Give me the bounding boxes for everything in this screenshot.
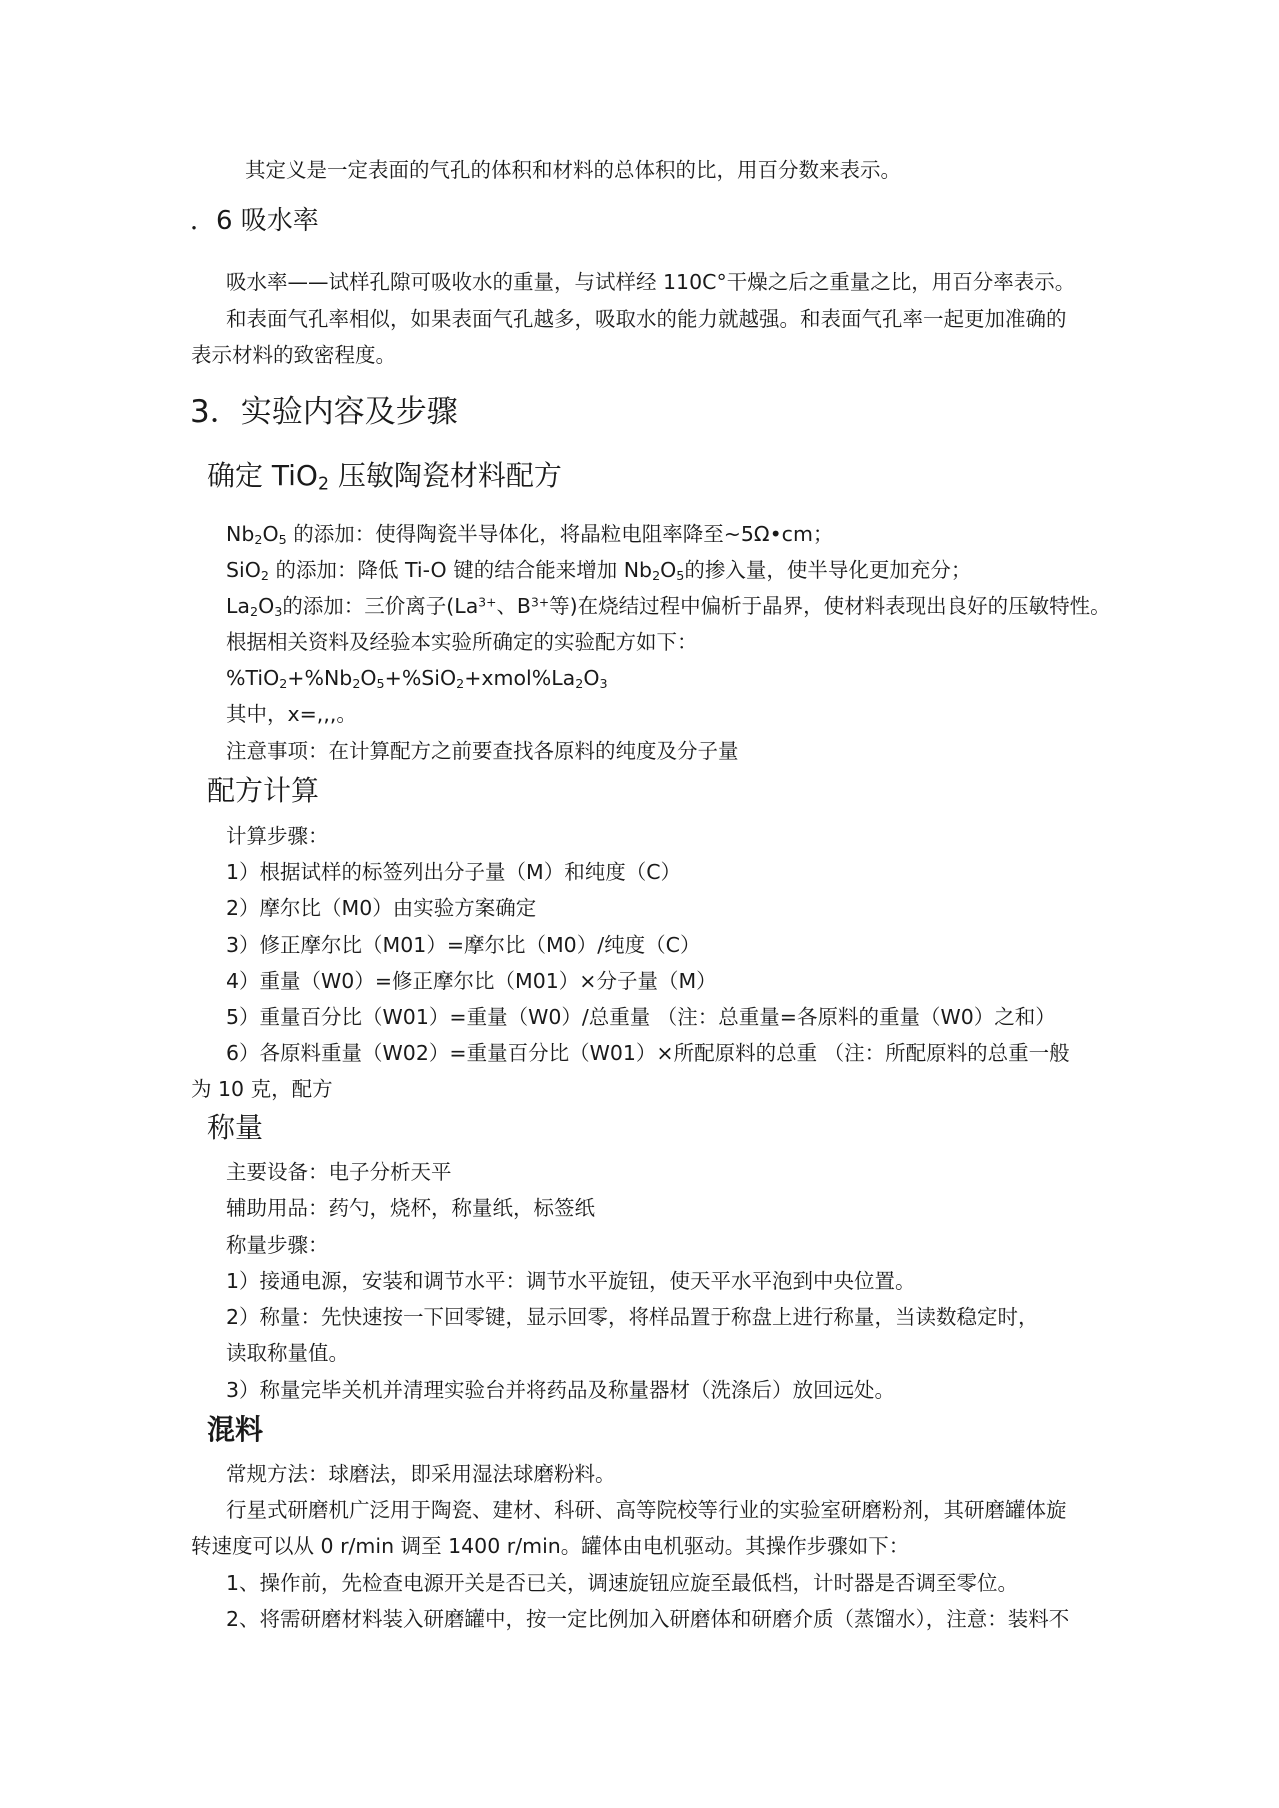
section-heading-water-absorption: ．6 吸水率 — [190, 206, 319, 236]
subsection-heading-weighing: 称量 — [207, 1111, 264, 1144]
formula-line: $\%TiO_2+\%Nb_2O_5+\%SiO_2+xmol\%La_2O_3$ — [226, 666, 608, 692]
paragraph-line: 计算步骤： — [226, 824, 329, 848]
paragraph-line-nb2o5: $Nb_2O_5$ 的添加：使得陶瓷半导体化，将晶粒电阻率降至~5Ω•cm； — [226, 522, 834, 548]
list-item-continued: 为 10 克，配方 — [191, 1077, 333, 1101]
list-item: 3）修正摩尔比（M01）=摩尔比（M0）/纯度（C） — [226, 933, 701, 957]
paragraph-line: 其定义是一定表面的气孔的体积和材料的总体积的比，用百分数来表示。 — [245, 158, 901, 182]
list-item: 2、将需研磨材料装入研磨罐中，按一定比例加入研磨体和研磨介质（蒸馏水），注意：装料不 — [226, 1607, 1070, 1631]
paragraph-line: 称量步骤： — [226, 1233, 329, 1257]
paragraph-line: 吸水率——试样孔隙可吸收水的重量，与试样经 110C°干燥之后之重量之比，用百分率表示。 — [226, 270, 1076, 294]
list-item: 1）接通电源，安装和调节水平：调节水平旋钮，使天平水平泡到中央位置。 — [226, 1269, 916, 1293]
paragraph-line: 行星式研磨机广泛用于陶瓷、建材、科研、高等院校等行业的实验室研磨粉剂，其研磨罐体旋 — [226, 1498, 1067, 1522]
list-item: 2）摩尔比（M0）由实验方案确定 — [226, 896, 537, 920]
list-item: 6）各原料重量（W02）=重量百分比（W01）×所配原料的总重 （注：所配原料的总重一般 — [226, 1041, 1070, 1065]
paragraph-line: 转速度可以从 0 r/min 调至 1400 r/min。罐体由电机驱动。其操作步骤如下： — [191, 1534, 910, 1558]
paragraph-line: 注意事项：在计算配方之前要查找各原料的纯度及分子量 — [226, 739, 739, 763]
paragraph-line-la2o3: $La_2O_3$的添加：三价离子($La^{3+}$、$B^{3+}$等)在烧结过程中偏析于晶界，使材料表现出良好的压敏特性。 — [226, 594, 1111, 620]
paragraph-line: 和表面气孔率相似，如果表面气孔越多，吸取水的能力就越强。和表面气孔率一起更加准确的 — [226, 307, 1067, 331]
subsection-heading-calc: 配方计算 — [207, 774, 320, 807]
list-item: 3）称量完毕关机并清理实验台并将药品及称量器材（洗涤后）放回远处。 — [226, 1378, 896, 1402]
paragraph-line: 其中，x=,,,。 — [226, 702, 357, 726]
list-item: 4）重量（W0）=修正摩尔比（M01）×分子量（M） — [226, 969, 717, 993]
list-item: 2）称量：先快速按一下回零键，显示回零，将样品置于称盘上进行称量，当读数稳定时， — [226, 1305, 1039, 1329]
paragraph-line: 辅助用品：药勺，烧杯，称量纸，标签纸 — [226, 1196, 595, 1220]
subsection-heading-formula: 确定 TiO$_2$ 压敏陶瓷材料配方 — [207, 459, 562, 495]
list-item-continued: 读取称量值。 — [226, 1341, 349, 1365]
paragraph-line-sio2: SiO$_2$ 的添加：降低 Ti-O 键的结合能来增加 $Nb_2O_5$的掺入量，使半导化更加充分； — [226, 558, 972, 584]
list-item: 5）重量百分比（W01）=重量（W0）/总重量 （注：总重量=各原料的重量（W0）之和） — [226, 1005, 1056, 1029]
list-item: 1、操作前，先检查电源开关是否已关，调速旋钮应旋至最低档，计时器是否调至零位。 — [226, 1571, 1019, 1595]
subsection-heading-mixing: 混料 — [207, 1413, 264, 1446]
paragraph-line: 主要设备：电子分析天平 — [226, 1160, 452, 1184]
section-heading-experiment: 3．实验内容及步骤 — [190, 394, 458, 430]
list-item: 1）根据试样的标签列出分子量（M）和纯度（C） — [226, 860, 682, 884]
paragraph-line: 根据相关资料及经验本实验所确定的实验配方如下： — [226, 630, 698, 654]
paragraph-line: 常规方法：球磨法，即采用湿法球磨粉料。 — [226, 1462, 616, 1486]
paragraph-line: 表示材料的致密程度。 — [191, 343, 396, 367]
